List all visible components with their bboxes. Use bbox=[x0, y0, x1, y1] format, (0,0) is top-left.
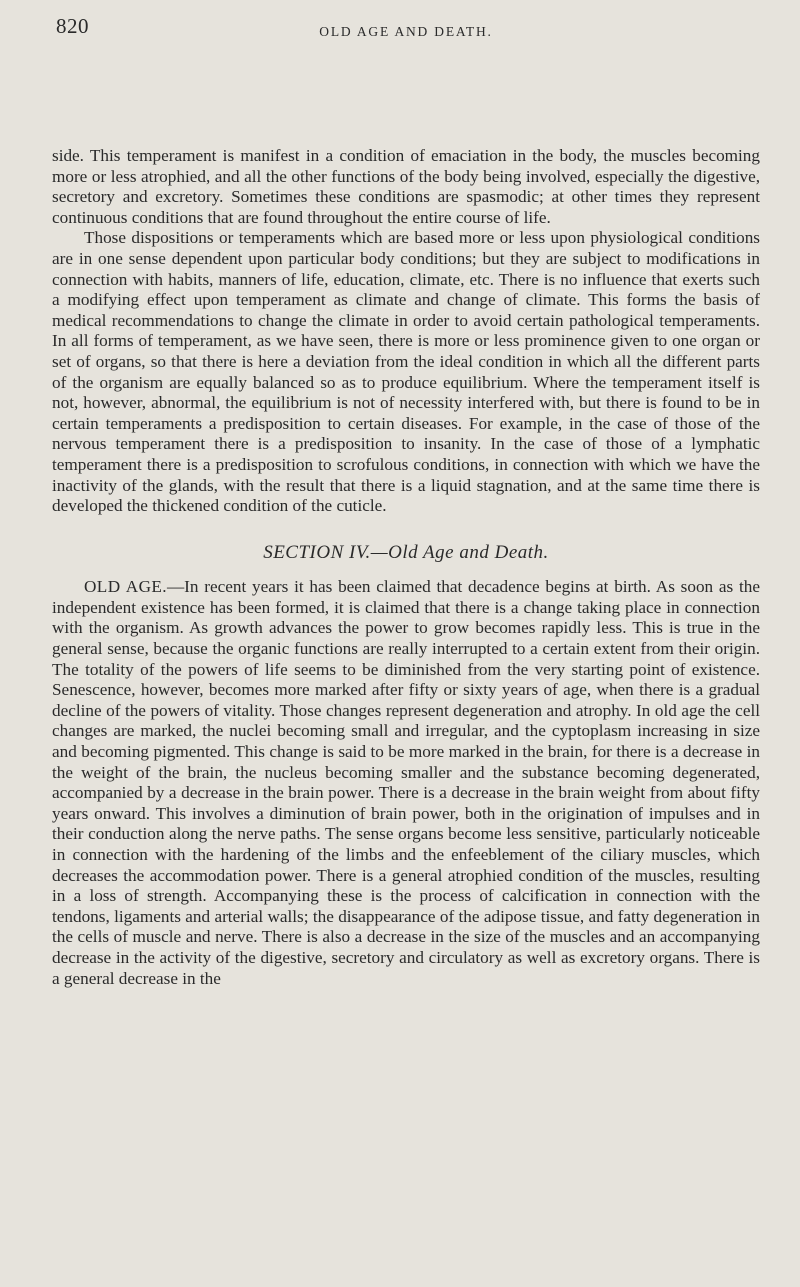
page-number: 820 bbox=[56, 14, 89, 38]
section-heading: SECTION IV.—Old Age and Death. bbox=[263, 541, 549, 563]
paragraph-temperaments: Those dispositions or temperaments which are based more or less upon physiological conditions are in one sense dependent upon particular body conditions; but they are subject to modifications in connection with habits, manners of life, education, climate, etc. There is no influence that exerts such a modifying effect upon temperament as climate and change of climate. This forms the basis of medical recommendations to change the climate in order to avoid certain pathological temperaments. In all forms of temperament, as we have seen, there is more or less prominence given to one organ or set of organs, so that there is here a deviation from the ideal condition in which all the different parts of the organism are equally balanced so as to produce equilibrium. Where the temperament itself is not, however, abnormal, the equilibrium is not of necessity interfered with, but there is found to be in certain temperaments a predisposition to certain diseases. For example, in the case of those of the nervous temperament there is a predisposition to insanity. In the case of those of a lymphatic temperament there is a predisposition to scrofulous conditions, in connection with which we have the inactivity of the glands, with the result that there is a liquid stagnation, and at the same time there is developed the thickened condition of the cuticle. bbox=[52, 228, 760, 516]
paragraph-old-age-text: —In recent years it has been claimed that decadence begins at birth. As soon as the independent existence has been formed, it is claimed that there is a change taking place in connection with the organism. As growth advances the power to grow becomes rapidly less. This is true in the general sense, because the organic functions are really interrupted to a certain extent from their origin. The totality of the powers of life seems to be diminished from the very starting point of existence. Senescence, however, becomes more marked after fifty or sixty years of age, when there is a gradual decline of the powers of vitality. Those changes represent degeneration and atrophy. In old age the cell changes are marked, the nuclei becoming small and irregular, and the cyptoplasm increasing in size and becoming pigmented. This change is said to be more marked in the brain, for there is a decrease in the weight of the brain, the nucleus becoming smaller and the substance becoming degenerated, accompanied by a decrease in the brain power. There is a decrease in the brain weight from about fifty years onward. This involves a diminution of brain power, both in the origination of impulses and in their conduction along the nerve paths. The sense organs become less sensitive, particularly noticeable in connection with the hardening of the limbs and the enfeeblement of the ciliary muscles, which decreases the accommodation power. There is a general atrophied condition of the muscles, resulting in a loss of strength. Accompanying these is the process of calcification in connection with the tendons, ligaments and arterial walls; the disappearance of the adipose tissue, and fatty degeneration in the cells of muscle and nerve. There is also a decrease in the size of the muscles and an accompanying decrease in the activity of the digestive, secretory and circulatory as well as excretory organs. There is a general decrease in the bbox=[52, 577, 760, 988]
paragraph-lead: OLD AGE. bbox=[84, 577, 167, 597]
body-text bbox=[52, 146, 760, 989]
paragraph-continuation: side. This temperament is manifest in a condition of emaciation in the body, the muscles becoming more or less atrophied, and all the other functions of the body being involved, especially the digestive, secretory and excretory. Sometimes these conditions are spasmodic; at other times they represent continuous conditions that are found throughout the entire course of life. bbox=[52, 146, 760, 227]
paragraph-old-age bbox=[52, 577, 760, 989]
running-head bbox=[52, 0, 760, 60]
running-title: OLD AGE AND DEATH. bbox=[319, 24, 493, 39]
